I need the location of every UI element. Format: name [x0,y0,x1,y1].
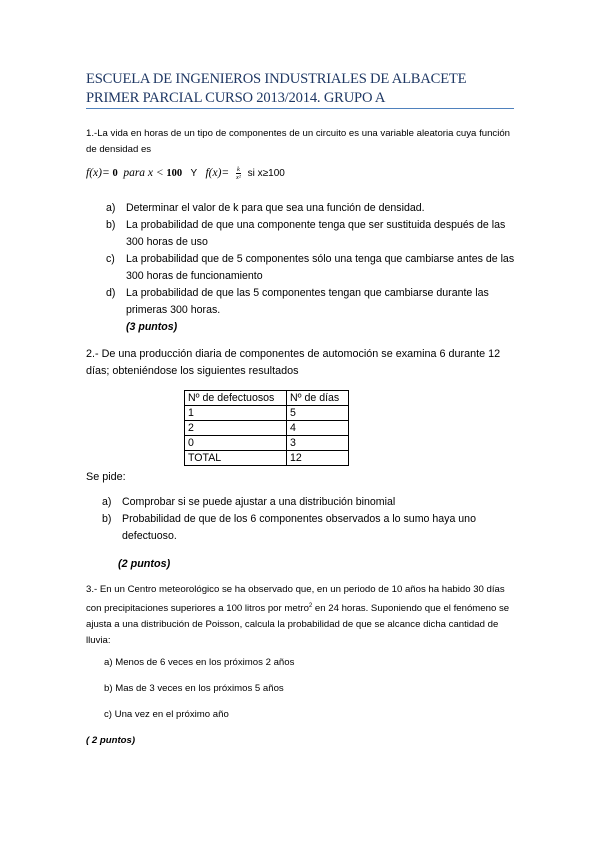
exam-title: ESCUELA DE INGENIEROS INDUSTRIALES DE ALBACETE PRIMER PARCIAL CURSO 2013/2014. GRUPO A [86,71,467,106]
table-cell: TOTAL [185,451,287,466]
table-cell: 4 [287,421,349,436]
table-cell: 5 [287,406,349,421]
formula-f1: f(x)= [86,167,110,180]
q1-items [106,200,516,336]
table-header-row [185,391,349,406]
q1-density-formula [86,166,285,181]
formula-zero: 0 [112,168,118,180]
table-cell: 3 [287,436,349,451]
q3-intro: 3.- En un Centro meteorológico se ha observado que, en un periodo de 10 años ha habido 30 días con precipitaciones superiores a 100 litros por metro$^2$ en 24 horas. Suponiendo que el fenómeno se ajusta a una distribución de Poisson, calcula la probabilidad de que se alcance dicha cantidad de lluvia: [86,584,510,647]
q2-item-a: a) Comprobar si se puede ajustar a una distribución binomial [102,496,396,508]
q1-points-row [106,319,516,336]
table-header-cell: Nº de defectuosos [185,391,287,406]
q3-item-b: b) Mas de 3 veces en los próximos 5 años [104,683,284,694]
q1-intro: 1.-La vida en horas de un tipo de componentes de un circuito es una variable aleatoria cuya función de densidad es [86,128,510,155]
q3-item-c: c) Una vez en el próximo año [104,709,229,720]
q2-intro: 2.- De una producción diaria de componentes de automoción se examina 6 durante 12 días; obteniéndose los siguientes resultados [86,348,501,377]
title-divider [86,108,514,109]
q3-item-a: a) Menos de 6 veces en los próximos 2 años [104,657,295,668]
q3-points: ( 2 puntos) [86,735,136,746]
defects-table [184,390,349,466]
q1-points: (3 puntos) [126,321,178,333]
superscript-2: 2 [308,603,313,609]
formula-100: 100 [166,168,183,180]
formula-cond2: si x≥100 [247,168,285,180]
q2-item-b: b) Probabilidad de que de los 6 componentes observados a lo sumo haya uno defectuoso. [102,513,476,542]
table-cell: 0 [185,436,287,451]
q2-points: (2 puntos) [118,558,171,570]
formula-cond1: para x [123,167,154,180]
formula-denominator: x² [235,174,241,181]
table-row [185,421,349,436]
table-header-cell: Nº de días [287,391,349,406]
table-cell: 2 [185,421,287,436]
table-row [185,451,349,466]
formula-numerator: k [236,166,240,173]
formula-fraction [236,166,241,181]
table-cell: 1 [185,406,287,421]
formula-f2: f(x)= [205,167,230,180]
q2-se-pide: Se pide: [86,471,126,483]
table-row [185,436,349,451]
q2-items [102,494,512,545]
table-row [185,406,349,421]
table-cell: 12 [287,451,349,466]
q1-item-a: a) Determinar el valor de k para que sea una función de densidad. [106,202,425,214]
q1-item-b: b) La probabilidad de que una componente tenga que ser sustituida después de las 300 horas de uso [106,219,506,248]
formula-lt: < [155,167,164,180]
q1-item-c: c) La probabilidad que de 5 componentes sólo una tenga que cambiarse antes de las 300 horas de funcionamiento [106,253,515,282]
q1-item-d: d) La probabilidad de que las 5 componentes tengan que cambiarse durante las primeras 300 horas. [106,287,489,316]
formula-y: Y [190,168,198,180]
